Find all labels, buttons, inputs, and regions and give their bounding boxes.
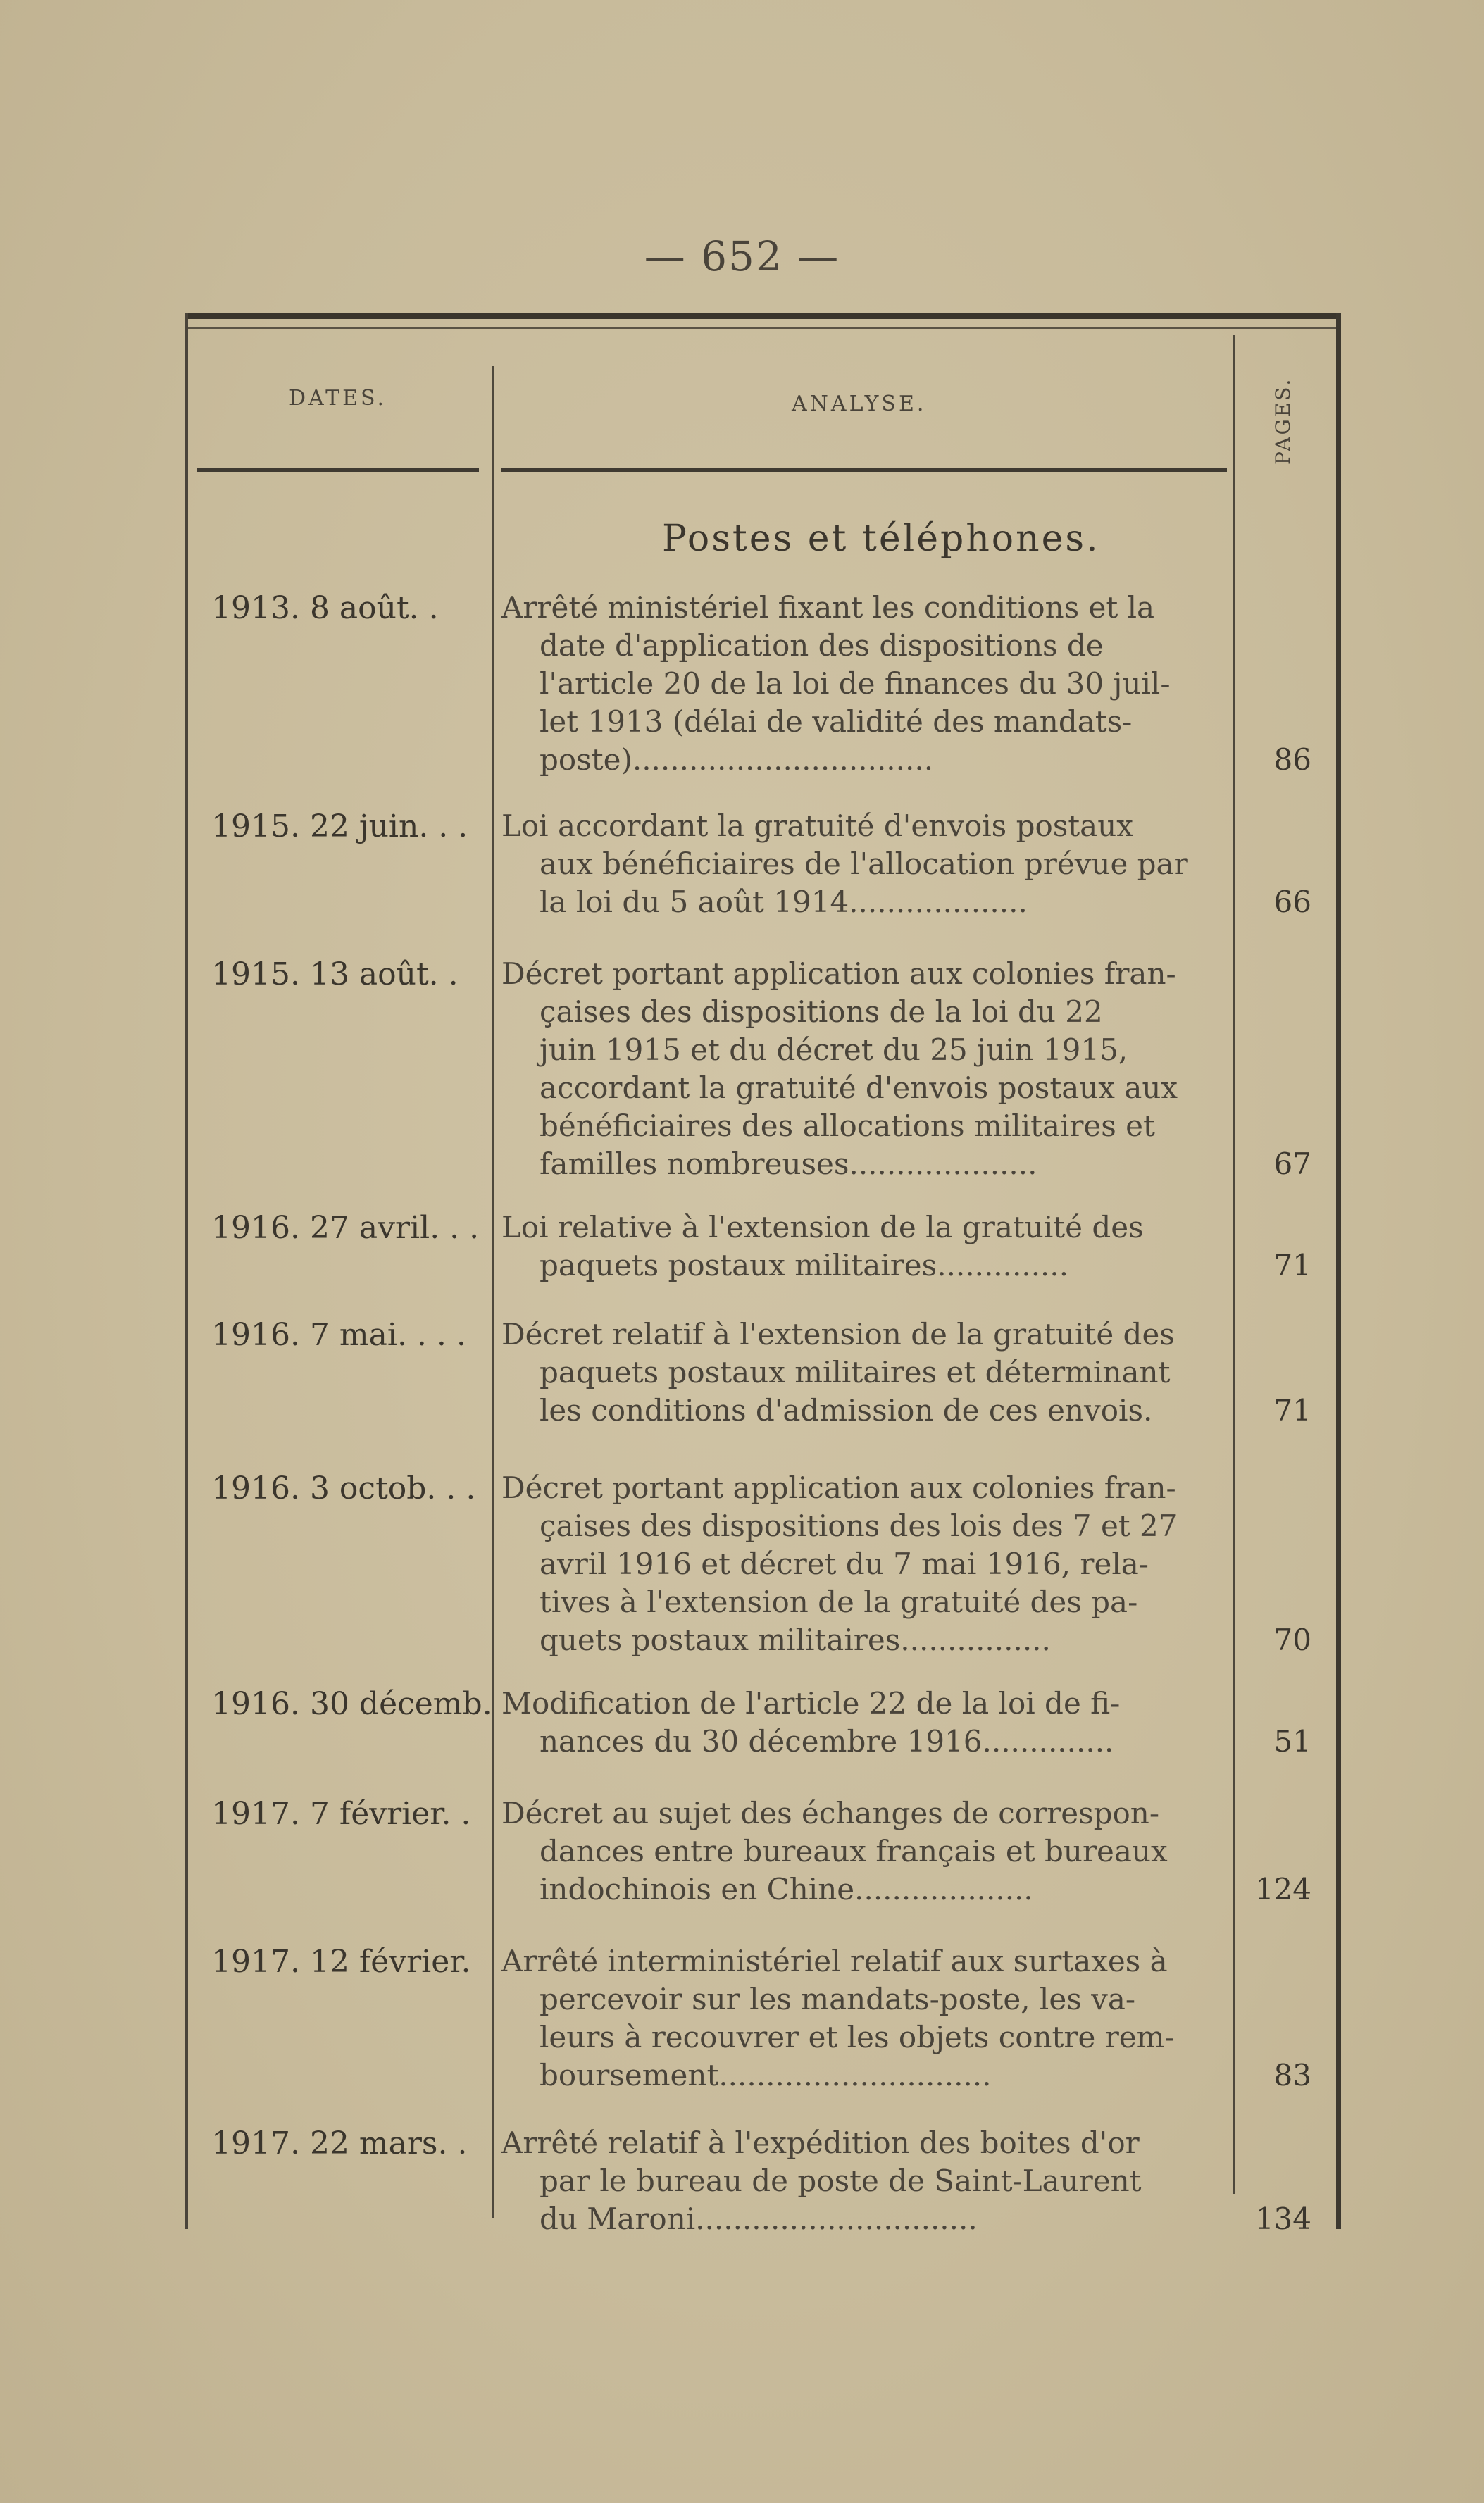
analysis-line: familles nombreuses.................... xyxy=(540,1147,1037,1181)
entry-analysis xyxy=(501,1794,1227,1909)
analysis-line: boursement............................. xyxy=(540,2058,992,2092)
entry-analysis xyxy=(501,2124,1227,2238)
entry-page: 66 xyxy=(1273,885,1311,919)
entry-page: 71 xyxy=(1273,1393,1311,1428)
entry-date: 1915. 13 août. . xyxy=(211,956,459,992)
analysis-line: çaises des dispositions des lois des 7 et 27 xyxy=(540,1509,1178,1543)
column-divider-pages xyxy=(1233,335,1235,2194)
entry-date: 1916. 27 avril. . . xyxy=(211,1210,480,1246)
analysis-line: leurs à recouvrer et les objets contre rem- xyxy=(540,2020,1175,2054)
entry-analysis xyxy=(501,1469,1227,1659)
analysis-line: nances du 30 décembre 1916.............. xyxy=(540,1724,1114,1759)
entry-analysis xyxy=(501,955,1227,1183)
analysis-line: poste)................................ xyxy=(540,742,934,777)
entry-date: 1916. 7 mai. . . . xyxy=(211,1317,466,1353)
entry-page: 124 xyxy=(1254,1872,1311,1906)
analysis-line: let 1913 (délai de validité des mandats- xyxy=(540,704,1133,739)
entry-page: 86 xyxy=(1273,742,1311,777)
analysis-line: date d'application des dispositions de xyxy=(540,628,1104,663)
analysis-line: dances entre bureaux français et bureaux xyxy=(540,1834,1168,1868)
entry-analysis xyxy=(501,807,1227,921)
entry-date: 1916. 3 octob. . . xyxy=(211,1471,476,1506)
entry-page: 67 xyxy=(1273,1147,1311,1181)
analysis-line: paquets postaux militaires et déterminant xyxy=(540,1355,1171,1390)
analysis-line: juin 1915 et du décret du 25 juin 1915, xyxy=(540,1032,1128,1067)
column-header-dates: DATES. xyxy=(289,386,387,411)
header-rule-dates xyxy=(197,468,479,472)
analysis-line: Modification de l'article 22 de la loi de fi- xyxy=(501,1686,1121,1721)
entry-analysis xyxy=(501,1209,1227,1285)
entry-date: 1916. 30 décemb. xyxy=(211,1686,492,1722)
analysis-line: par le bureau de poste de Saint-Laurent xyxy=(540,2164,1142,2198)
analysis-line: avril 1916 et décret du 7 mai 1916, rela- xyxy=(540,1547,1149,1581)
analysis-line: Décret portant application aux colonies fran- xyxy=(501,956,1176,991)
analysis-line: la loi du 5 août 1914................... xyxy=(540,885,1028,919)
page-number: — 652 — xyxy=(644,232,840,280)
analysis-line: Décret au sujet des échanges de correspon- xyxy=(501,1796,1160,1830)
header-rule-analyse xyxy=(501,468,1227,472)
entry-date: 1917. 7 février. . xyxy=(211,1796,471,1832)
analysis-line: Arrêté ministériel fixant les conditions et la xyxy=(501,590,1155,625)
analysis-line: Loi accordant la gratuité d'envois postaux xyxy=(501,809,1133,843)
analysis-line: les conditions d'admission de ces envois. xyxy=(540,1393,1153,1428)
analysis-line: l'article 20 de la loi de finances du 30 juil- xyxy=(540,666,1171,701)
analysis-line: bénéficiaires des allocations militaires et xyxy=(540,1109,1155,1143)
analysis-line: çaises des dispositions de la loi du 22 xyxy=(540,994,1103,1029)
column-divider-dates xyxy=(492,366,494,2218)
analysis-line: quets postaux militaires................ xyxy=(540,1623,1051,1657)
entry-analysis xyxy=(501,1685,1227,1761)
entry-date: 1917. 22 mars. . xyxy=(211,2126,468,2161)
analysis-line: du Maroni.............................. xyxy=(540,2202,978,2236)
analysis-line: Décret portant application aux colonies fran- xyxy=(501,1471,1176,1505)
analysis-line: Arrêté interministériel relatif aux surtaxes à xyxy=(501,1944,1168,1978)
analysis-line: tives à l'extension de la gratuité des pa- xyxy=(540,1585,1138,1619)
column-header-analyse: ANALYSE. xyxy=(792,392,927,416)
entry-date: 1917. 12 février. xyxy=(211,1944,471,1980)
entry-page: 51 xyxy=(1273,1724,1311,1759)
entry-analysis xyxy=(501,589,1227,779)
entry-date: 1913. 8 août. . xyxy=(211,590,439,626)
entry-analysis xyxy=(501,1316,1227,1430)
column-header-pages: PAGES. xyxy=(1271,377,1295,465)
analysis-line: Décret relatif à l'extension de la gratuité des xyxy=(501,1317,1175,1352)
section-title: Postes et téléphones. xyxy=(662,518,1100,560)
entry-date: 1915. 22 juin. . . xyxy=(211,809,468,844)
analysis-line: percevoir sur les mandats-poste, les va- xyxy=(540,1982,1136,2016)
entry-analysis xyxy=(501,1942,1227,2095)
analysis-line: accordant la gratuité d'envois postaux aux xyxy=(540,1071,1178,1105)
analysis-line: paquets postaux militaires.............. xyxy=(540,1248,1069,1282)
entry-page: 134 xyxy=(1254,2202,1311,2236)
analysis-line: Arrêté relatif à l'expédition des boites d'or xyxy=(501,2126,1140,2160)
entry-page: 71 xyxy=(1273,1248,1311,1282)
analysis-line: indochinois en Chine................... xyxy=(540,1872,1033,1906)
entry-page: 70 xyxy=(1273,1623,1311,1657)
analysis-line: Loi relative à l'extension de la gratuité des xyxy=(501,1210,1144,1244)
entry-page: 83 xyxy=(1273,2058,1311,2092)
analysis-line: aux bénéficiaires de l'allocation prévue par xyxy=(540,847,1188,881)
